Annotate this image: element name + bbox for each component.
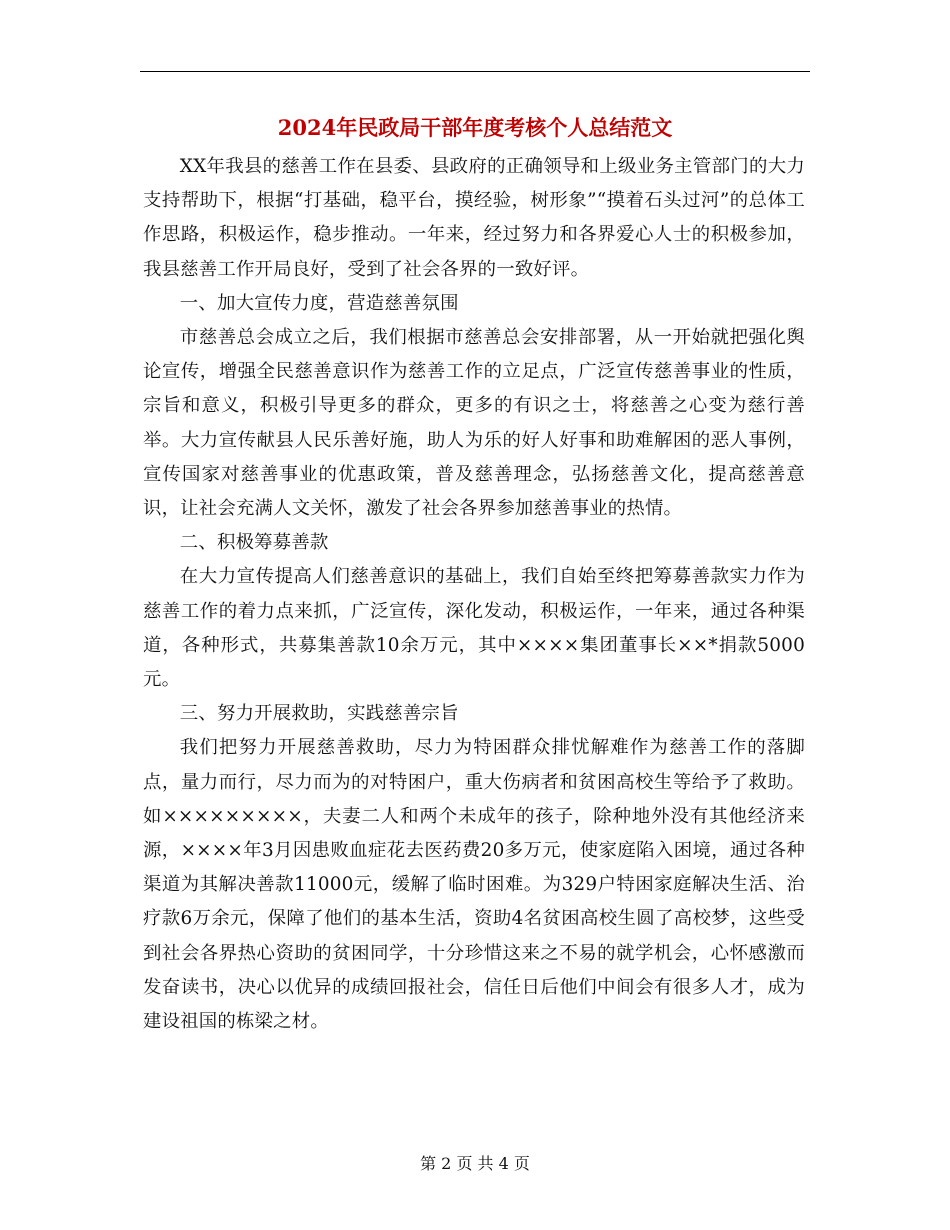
paragraph-section-1: 市慈善总会成立之后，我们根据市慈善总会安排部署，从一开始就把强化舆论宣传，增强全民慈善意识作为慈善工作的立足点，广泛宣传慈善事业的性质，宗旨和意义，积极引导更多的群众，更多的有识之士，将慈善之心变为慈行善举。大力宣传献县人民乐善好施，助人为乐的好人好事和助难解困的恶人事例，宣传国家对慈善事业的优惠政策，普及慈善理念，弘扬慈善文化，提高慈善意识，让社会充满人文关怀，激发了社会各界参加慈善事业的热情。 [143, 327, 805, 520]
section-heading-2: 二、积极筹募善款 [179, 532, 329, 554]
header-rule [140, 71, 810, 72]
page-number-footer: 第 2 页 共 4 页 [420, 1154, 530, 1173]
section-heading-1: 一、加大宣传力度，营造慈善氛围 [179, 292, 459, 314]
document-body [143, 150, 805, 1039]
section-heading-3: 三、努力开展救助，实践慈善宗旨 [179, 703, 459, 725]
paragraph-section-3: 我们把努力开展慈善救助，尽力为特困群众排忧解难作为慈善工作的落脚点，量力而行，尽力而为的对特困户，重大伤病者和贫困高校生等给予了救助。如×××××××××，夫妻二人和两个未成年的孩子，除种地外没有其他经济来源，××××年3月因患败血症花去医药费20多万元，使家庭陷入困境，通过各种渠道为其解决善款11000元，缓解了临时困难。为329户特困家庭解决生活、治疗款6万余元，保障了他们的基本生活，资助4名贫困高校生圆了高校梦，这些受到社会各界热心资助的贫困同学，十分珍惜这来之不易的就学机会，心怀感激而发奋读书，决心以优异的成绩回报社会，信任日后他们中间会有很多人才，成为建设祖国的栋梁之材。 [143, 737, 805, 1033]
paragraph-intro: XX年我县的慈善工作在县委、县政府的正确领导和上级业务主管部门的大力支持帮助下，根据“打基础，稳平台，摸经验，树形象”“摸着石头过河”的总体工作思路，积极运作，稳步推动。一年来，经过努力和各界爱心人士的积极参加，我县慈善工作开局良好，受到了社会各界的一致好评。 [143, 156, 805, 280]
document-title: 2024年民政局干部年度考核个人总结范文 [277, 115, 673, 140]
paragraph-section-2: 在大力宣传提高人们慈善意识的基础上，我们自始至终把筹募善款实力作为慈善工作的着力点来抓，广泛宣传，深化发动，积极运作，一年来，通过各种渠道，各种形式，共募集善款10余万元，其中××××集团董事长××*捐款5000元。 [143, 566, 805, 691]
